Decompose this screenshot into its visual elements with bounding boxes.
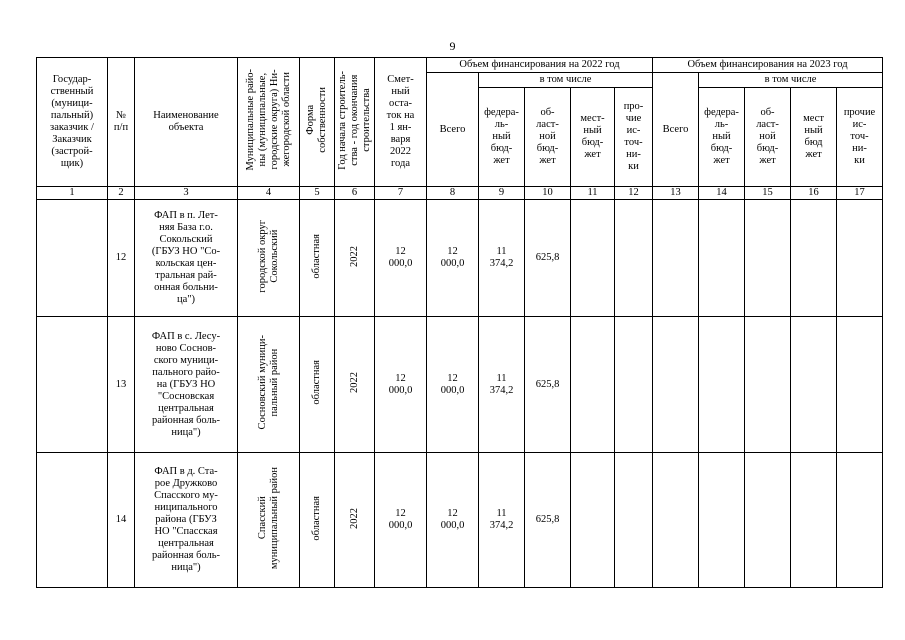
header-including-2023: в том числе — [699, 73, 883, 88]
header-district — [238, 58, 300, 187]
district-cell — [238, 453, 300, 588]
empty-cell — [615, 317, 653, 453]
column-number: 4 — [238, 187, 300, 200]
empty-cell — [745, 453, 791, 588]
header-other-2022: про- чие ис- точ- ни- ки — [615, 88, 653, 187]
ownership-text: областная — [311, 495, 322, 541]
empty-cell — [745, 200, 791, 317]
column-number: 6 — [335, 187, 375, 200]
empty-cell — [615, 200, 653, 317]
empty-cell — [791, 200, 837, 317]
federal-2022-value: 11 374,2 — [479, 453, 525, 588]
customer-cell — [37, 200, 108, 317]
federal-2022-value: 11 374,2 — [479, 317, 525, 453]
district-cell — [238, 200, 300, 317]
ownership-cell — [300, 453, 335, 588]
column-number: 13 — [653, 187, 699, 200]
regional-2022-value: 625,8 — [525, 453, 571, 588]
financing-table — [36, 57, 883, 588]
column-number: 17 — [837, 187, 883, 200]
header-fin-2023: Объем финансирования на 2023 год — [653, 58, 883, 73]
header-ownership-text: Форма собственности — [305, 87, 328, 153]
ownership-cell — [300, 317, 335, 453]
page-number: 9 — [449, 39, 456, 53]
object-name: ФАП в п. Лет- няя База г.о. Сокольский (ГБУЗ НО "Со- кольская цен- тральная рай- онная больни- ца") — [135, 200, 238, 317]
header-regional-2022: об- ласт- ной бюд- жет — [525, 88, 571, 187]
total-2022-value: 12 000,0 — [427, 317, 479, 453]
column-number: 15 — [745, 187, 791, 200]
row-number: 12 — [108, 200, 135, 317]
header-local-2023: мест ный бюд жет — [791, 88, 837, 187]
empty-cell — [571, 453, 615, 588]
object-name: ФАП в с. Лесу- ново Соснов- ского муници- пального райо- на (ГБУЗ НО "Сосновская центральная районная боль- ница") — [135, 317, 238, 453]
district-text: Сосновский муници- пальный район — [256, 335, 280, 430]
header-federal-2023: федера- ль- ный бюд- жет — [699, 88, 745, 187]
header-object-name: Наименование объекта — [135, 58, 238, 187]
object-name: ФАП в д. Ста- рое Дружково Спасского му- ниципального района (ГБУЗ НО "Спасская центральная районная боль- ница") — [135, 453, 238, 588]
year-cell — [335, 317, 375, 453]
table-row — [37, 453, 883, 588]
empty-cell — [653, 317, 699, 453]
column-number: 7 — [375, 187, 427, 200]
customer-cell — [37, 453, 108, 588]
empty-cell — [791, 317, 837, 453]
header-years-text: Год начала строитель- ства - год окончания строительства — [337, 70, 372, 170]
balance-value: 12 000,0 — [375, 200, 427, 317]
header-fin-2022: Объем финансирования на 2022 год — [427, 58, 653, 73]
column-number: 14 — [699, 187, 745, 200]
column-number: 12 — [615, 187, 653, 200]
year-text: 2022 — [348, 372, 360, 393]
column-number: 5 — [300, 187, 335, 200]
header-other-2023: прочие ис- точ- ни- ки — [837, 88, 883, 187]
empty-cell — [653, 200, 699, 317]
empty-cell — [699, 453, 745, 588]
header-district-text: Муниципальные райо- ны (муниципальные, городские округа) Ни- жегородской области — [244, 69, 292, 171]
year-cell — [335, 453, 375, 588]
district-text: городской округ Сокольский — [256, 219, 280, 293]
regional-2022-value: 625,8 — [525, 200, 571, 317]
column-number: 10 — [525, 187, 571, 200]
column-number: 16 — [791, 187, 837, 200]
empty-cell — [615, 453, 653, 588]
year-text: 2022 — [348, 507, 360, 529]
ownership-text: областная — [311, 233, 322, 279]
header-customer: Государ- ственный (муници- пальный) заказчик / Заказчик (застрой- щик) — [37, 58, 108, 187]
header-total-2022: Всего — [427, 73, 479, 187]
column-number: 1 — [37, 187, 108, 200]
column-number: 9 — [479, 187, 525, 200]
header-federal-2022: федера- ль- ный бюд- жет — [479, 88, 525, 187]
empty-cell — [571, 200, 615, 317]
header-number: № п/п — [108, 58, 135, 187]
balance-value: 12 000,0 — [375, 317, 427, 453]
empty-cell — [837, 453, 883, 588]
year-cell — [335, 200, 375, 317]
balance-value: 12 000,0 — [375, 453, 427, 588]
header-local-2022: мест- ный бюд- жет — [571, 88, 615, 187]
customer-cell — [37, 317, 108, 453]
column-number: 8 — [427, 187, 479, 200]
empty-cell — [745, 317, 791, 453]
header-including-2022: в том числе — [479, 73, 653, 88]
header-ownership — [300, 58, 335, 187]
district-cell — [238, 317, 300, 453]
row-number: 14 — [108, 453, 135, 588]
regional-2022-value: 625,8 — [525, 317, 571, 453]
empty-cell — [837, 200, 883, 317]
column-number: 2 — [108, 187, 135, 200]
table-row — [37, 200, 883, 317]
empty-cell — [653, 453, 699, 588]
header-regional-2023: об- ласт- ной бюд- жет — [745, 88, 791, 187]
ownership-text: областная — [311, 360, 322, 405]
column-numbers-row — [37, 187, 883, 200]
year-text: 2022 — [348, 245, 360, 267]
column-number: 3 — [135, 187, 238, 200]
row-number: 13 — [108, 317, 135, 453]
empty-cell — [699, 200, 745, 317]
table-row — [37, 317, 883, 453]
column-number: 11 — [571, 187, 615, 200]
total-2022-value: 12 000,0 — [427, 200, 479, 317]
ownership-cell — [300, 200, 335, 317]
empty-cell — [571, 317, 615, 453]
empty-cell — [791, 453, 837, 588]
total-2022-value: 12 000,0 — [427, 453, 479, 588]
header-years — [335, 58, 375, 187]
district-text: Спасский муниципальный район — [256, 466, 280, 570]
header-total-2023: Всего — [653, 73, 699, 187]
federal-2022-value: 11 374,2 — [479, 200, 525, 317]
empty-cell — [837, 317, 883, 453]
header-balance: Смет- ный оста- ток на 1 ян- варя 2022 года — [375, 58, 427, 187]
empty-cell — [699, 317, 745, 453]
